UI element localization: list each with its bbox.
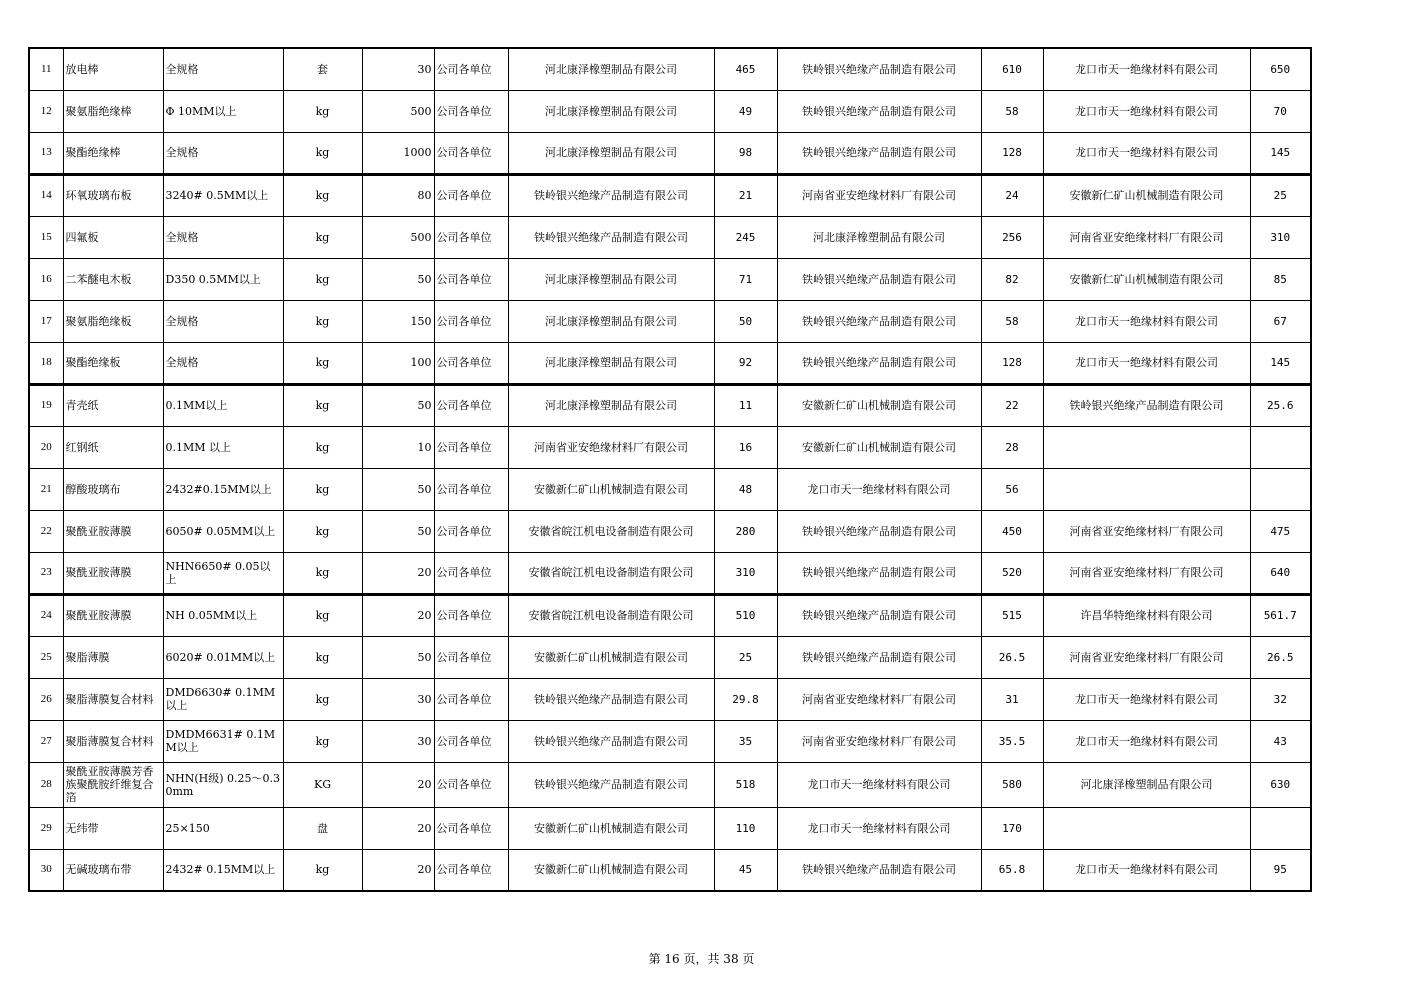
row-number-cell: 27 <box>29 720 63 762</box>
supplier-2-cell: 铁岭银兴绝缘产品制造有限公司 <box>777 48 981 90</box>
price-3-cell <box>1250 426 1311 468</box>
specification-cell: 6050# 0.05MM以上 <box>163 510 283 552</box>
price-2-cell: 170 <box>981 807 1043 849</box>
price-3-cell: 43 <box>1250 720 1311 762</box>
row-number-cell: 18 <box>29 342 63 384</box>
unit-cell: kg <box>283 636 362 678</box>
specification-cell: DMD6630# 0.1MM以上 <box>163 678 283 720</box>
price-1-cell: 25 <box>714 636 777 678</box>
unit-cell: kg <box>283 678 362 720</box>
price-2-cell: 35.5 <box>981 720 1043 762</box>
row-number-cell: 30 <box>29 849 63 891</box>
price-2-cell: 450 <box>981 510 1043 552</box>
price-3-cell: 32 <box>1250 678 1311 720</box>
usage-scope-cell: 公司各单位 <box>434 468 508 510</box>
supplier-3-cell: 龙口市天一绝缘材料有限公司 <box>1043 342 1250 384</box>
usage-scope-cell: 公司各单位 <box>434 258 508 300</box>
price-2-cell: 515 <box>981 594 1043 636</box>
quantity-cell: 50 <box>362 384 434 426</box>
supplier-1-cell: 河北康泽橡塑制品有限公司 <box>508 48 714 90</box>
supplier-3-cell: 河南省亚安绝缘材料厂有限公司 <box>1043 216 1250 258</box>
price-3-cell <box>1250 807 1311 849</box>
usage-scope-cell: 公司各单位 <box>434 636 508 678</box>
table-row <box>29 552 1311 594</box>
supplier-1-cell: 铁岭银兴绝缘产品制造有限公司 <box>508 174 714 216</box>
row-number-cell: 22 <box>29 510 63 552</box>
supplier-3-cell: 龙口市天一绝缘材料有限公司 <box>1043 678 1250 720</box>
supplier-2-cell: 铁岭银兴绝缘产品制造有限公司 <box>777 636 981 678</box>
price-2-cell: 58 <box>981 300 1043 342</box>
price-3-cell: 630 <box>1250 762 1311 807</box>
supplier-2-cell: 河北康泽橡塑制品有限公司 <box>777 216 981 258</box>
price-1-cell: 48 <box>714 468 777 510</box>
price-1-cell: 98 <box>714 132 777 174</box>
supplier-3-cell: 河北康泽橡塑制品有限公司 <box>1043 762 1250 807</box>
table-row <box>29 636 1311 678</box>
price-1-cell: 21 <box>714 174 777 216</box>
specification-cell: 全规格 <box>163 216 283 258</box>
table-row <box>29 216 1311 258</box>
unit-cell: kg <box>283 594 362 636</box>
supplier-3-cell: 龙口市天一绝缘材料有限公司 <box>1043 300 1250 342</box>
material-name-cell: 聚脂薄膜复合材料 <box>63 678 163 720</box>
material-name-cell: 聚酰亚胺薄膜 <box>63 594 163 636</box>
unit-cell: kg <box>283 426 362 468</box>
page-number: 第 16 页，共 38 页 <box>648 952 755 966</box>
row-number-cell: 20 <box>29 426 63 468</box>
price-1-cell: 92 <box>714 342 777 384</box>
unit-cell: kg <box>283 342 362 384</box>
table-row <box>29 174 1311 216</box>
supplier-2-cell: 铁岭银兴绝缘产品制造有限公司 <box>777 342 981 384</box>
quantity-cell: 20 <box>362 807 434 849</box>
table-row <box>29 594 1311 636</box>
material-name-cell: 二苯醚电木板 <box>63 258 163 300</box>
specification-cell: D350 0.5MM以上 <box>163 258 283 300</box>
quantity-cell: 20 <box>362 849 434 891</box>
row-number-cell: 24 <box>29 594 63 636</box>
table-row <box>29 849 1311 891</box>
row-number-cell: 19 <box>29 384 63 426</box>
price-2-cell: 128 <box>981 132 1043 174</box>
supplier-3-cell <box>1043 468 1250 510</box>
quantity-cell: 50 <box>362 258 434 300</box>
price-1-cell: 310 <box>714 552 777 594</box>
supplier-3-cell: 龙口市天一绝缘材料有限公司 <box>1043 720 1250 762</box>
supplier-3-cell <box>1043 807 1250 849</box>
supplier-2-cell: 铁岭银兴绝缘产品制造有限公司 <box>777 594 981 636</box>
table-row <box>29 132 1311 174</box>
quantity-cell: 30 <box>362 720 434 762</box>
table-row <box>29 258 1311 300</box>
row-number-cell: 13 <box>29 132 63 174</box>
price-1-cell: 16 <box>714 426 777 468</box>
price-2-cell: 22 <box>981 384 1043 426</box>
material-name-cell: 无纬带 <box>63 807 163 849</box>
supplier-2-cell: 铁岭银兴绝缘产品制造有限公司 <box>777 90 981 132</box>
unit-cell: 套 <box>283 48 362 90</box>
usage-scope-cell: 公司各单位 <box>434 300 508 342</box>
supplier-1-cell: 铁岭银兴绝缘产品制造有限公司 <box>508 762 714 807</box>
quantity-cell: 50 <box>362 468 434 510</box>
table-row <box>29 384 1311 426</box>
unit-cell: kg <box>283 174 362 216</box>
supplier-2-cell: 铁岭银兴绝缘产品制造有限公司 <box>777 300 981 342</box>
usage-scope-cell: 公司各单位 <box>434 342 508 384</box>
price-1-cell: 518 <box>714 762 777 807</box>
price-2-cell: 128 <box>981 342 1043 384</box>
price-1-cell: 50 <box>714 300 777 342</box>
specification-cell: 2432# 0.15MM以上 <box>163 849 283 891</box>
unit-cell: kg <box>283 849 362 891</box>
usage-scope-cell: 公司各单位 <box>434 552 508 594</box>
table-row <box>29 720 1311 762</box>
row-number-cell: 28 <box>29 762 63 807</box>
row-number-cell: 26 <box>29 678 63 720</box>
material-name-cell: 聚脂薄膜 <box>63 636 163 678</box>
supplier-3-cell <box>1043 426 1250 468</box>
supplier-3-cell: 河南省亚安绝缘材料厂有限公司 <box>1043 636 1250 678</box>
supplier-1-cell: 铁岭银兴绝缘产品制造有限公司 <box>508 678 714 720</box>
price-1-cell: 280 <box>714 510 777 552</box>
material-name-cell: 放电棒 <box>63 48 163 90</box>
supplier-3-cell: 龙口市天一绝缘材料有限公司 <box>1043 48 1250 90</box>
specification-cell: Φ 10MM以上 <box>163 90 283 132</box>
supplier-2-cell: 安徽新仁矿山机械制造有限公司 <box>777 426 981 468</box>
table-row <box>29 90 1311 132</box>
usage-scope-cell: 公司各单位 <box>434 594 508 636</box>
supplier-2-cell: 铁岭银兴绝缘产品制造有限公司 <box>777 510 981 552</box>
unit-cell: kg <box>283 552 362 594</box>
usage-scope-cell: 公司各单位 <box>434 48 508 90</box>
row-number-cell: 23 <box>29 552 63 594</box>
supplier-2-cell: 安徽新仁矿山机械制造有限公司 <box>777 384 981 426</box>
price-2-cell: 65.8 <box>981 849 1043 891</box>
price-3-cell: 67 <box>1250 300 1311 342</box>
supplier-2-cell: 铁岭银兴绝缘产品制造有限公司 <box>777 258 981 300</box>
table-row <box>29 510 1311 552</box>
supplier-1-cell: 铁岭银兴绝缘产品制造有限公司 <box>508 720 714 762</box>
material-name-cell: 聚氨脂绝缘棒 <box>63 90 163 132</box>
usage-scope-cell: 公司各单位 <box>434 174 508 216</box>
row-number-cell: 29 <box>29 807 63 849</box>
unit-cell: KG <box>283 762 362 807</box>
supplier-1-cell: 河北康泽橡塑制品有限公司 <box>508 300 714 342</box>
usage-scope-cell: 公司各单位 <box>434 384 508 426</box>
price-2-cell: 82 <box>981 258 1043 300</box>
table-row <box>29 342 1311 384</box>
row-number-cell: 12 <box>29 90 63 132</box>
supplier-1-cell: 河北康泽橡塑制品有限公司 <box>508 132 714 174</box>
quantity-cell: 50 <box>362 636 434 678</box>
specification-cell: NH 0.05MM以上 <box>163 594 283 636</box>
quantity-cell: 20 <box>362 594 434 636</box>
price-3-cell: 475 <box>1250 510 1311 552</box>
supplier-1-cell: 安徽新仁矿山机械制造有限公司 <box>508 636 714 678</box>
supplier-2-cell: 河南省亚安绝缘材料厂有限公司 <box>777 678 981 720</box>
supplier-1-cell: 安徽省皖江机电设备制造有限公司 <box>508 510 714 552</box>
usage-scope-cell: 公司各单位 <box>434 90 508 132</box>
supplier-2-cell: 铁岭银兴绝缘产品制造有限公司 <box>777 849 981 891</box>
supplier-3-cell: 龙口市天一绝缘材料有限公司 <box>1043 849 1250 891</box>
row-number-cell: 17 <box>29 300 63 342</box>
quantity-cell: 500 <box>362 90 434 132</box>
supplier-3-cell: 许昌华特绝缘材料有限公司 <box>1043 594 1250 636</box>
price-1-cell: 510 <box>714 594 777 636</box>
price-1-cell: 110 <box>714 807 777 849</box>
supplier-3-cell: 安徽新仁矿山机械制造有限公司 <box>1043 174 1250 216</box>
supplier-1-cell: 河北康泽橡塑制品有限公司 <box>508 342 714 384</box>
price-2-cell: 28 <box>981 426 1043 468</box>
material-name-cell: 红钢纸 <box>63 426 163 468</box>
quantity-cell: 10 <box>362 426 434 468</box>
table-row <box>29 807 1311 849</box>
unit-cell: kg <box>283 720 362 762</box>
table-row <box>29 762 1311 807</box>
supplier-1-cell: 河北康泽橡塑制品有限公司 <box>508 384 714 426</box>
unit-cell: kg <box>283 384 362 426</box>
row-number-cell: 16 <box>29 258 63 300</box>
price-2-cell: 31 <box>981 678 1043 720</box>
material-name-cell: 醇酸玻璃布 <box>63 468 163 510</box>
price-2-cell: 610 <box>981 48 1043 90</box>
unit-cell: kg <box>283 90 362 132</box>
supplier-3-cell: 铁岭银兴绝缘产品制造有限公司 <box>1043 384 1250 426</box>
table-row <box>29 678 1311 720</box>
quantity-cell: 80 <box>362 174 434 216</box>
specification-cell: NHN(H级) 0.25～0.30mm <box>163 762 283 807</box>
specification-cell: 6020# 0.01MM以上 <box>163 636 283 678</box>
table-row <box>29 426 1311 468</box>
unit-cell: kg <box>283 300 362 342</box>
specification-cell: 全规格 <box>163 342 283 384</box>
material-name-cell: 聚酯绝缘板 <box>63 342 163 384</box>
price-1-cell: 465 <box>714 48 777 90</box>
specification-cell: 25×150 <box>163 807 283 849</box>
supplier-2-cell: 河南省亚安绝缘材料厂有限公司 <box>777 174 981 216</box>
supplier-3-cell: 河南省亚安绝缘材料厂有限公司 <box>1043 552 1250 594</box>
specification-cell: 0.1MM 以上 <box>163 426 283 468</box>
supplier-1-cell: 安徽省皖江机电设备制造有限公司 <box>508 552 714 594</box>
price-1-cell: 29.8 <box>714 678 777 720</box>
price-2-cell: 26.5 <box>981 636 1043 678</box>
quantity-cell: 500 <box>362 216 434 258</box>
quantity-cell: 1000 <box>362 132 434 174</box>
material-name-cell: 聚氨脂绝缘板 <box>63 300 163 342</box>
supplier-1-cell: 安徽新仁矿山机械制造有限公司 <box>508 807 714 849</box>
usage-scope-cell: 公司各单位 <box>434 216 508 258</box>
unit-cell: 盘 <box>283 807 362 849</box>
specification-cell: 3240# 0.5MM以上 <box>163 174 283 216</box>
material-name-cell: 聚酯绝缘棒 <box>63 132 163 174</box>
quantity-cell: 50 <box>362 510 434 552</box>
supplier-2-cell: 河南省亚安绝缘材料厂有限公司 <box>777 720 981 762</box>
price-3-cell: 85 <box>1250 258 1311 300</box>
price-3-cell: 145 <box>1250 132 1311 174</box>
table-row <box>29 300 1311 342</box>
usage-scope-cell: 公司各单位 <box>434 678 508 720</box>
price-1-cell: 45 <box>714 849 777 891</box>
quantity-cell: 30 <box>362 48 434 90</box>
supplier-3-cell: 河南省亚安绝缘材料厂有限公司 <box>1043 510 1250 552</box>
price-2-cell: 24 <box>981 174 1043 216</box>
usage-scope-cell: 公司各单位 <box>434 720 508 762</box>
specification-cell: 全规格 <box>163 132 283 174</box>
price-3-cell: 650 <box>1250 48 1311 90</box>
supplier-1-cell: 安徽新仁矿山机械制造有限公司 <box>508 468 714 510</box>
unit-cell: kg <box>283 468 362 510</box>
supplier-1-cell: 河南省亚安绝缘材料厂有限公司 <box>508 426 714 468</box>
price-1-cell: 71 <box>714 258 777 300</box>
supplier-1-cell: 安徽省皖江机电设备制造有限公司 <box>508 594 714 636</box>
material-name-cell: 环氧玻璃布板 <box>63 174 163 216</box>
specification-cell: 全规格 <box>163 300 283 342</box>
material-name-cell: 聚酰亚胺薄膜 <box>63 510 163 552</box>
material-name-cell: 四氟板 <box>63 216 163 258</box>
supplier-2-cell: 铁岭银兴绝缘产品制造有限公司 <box>777 552 981 594</box>
material-name-cell: 聚酰亚胺薄膜 <box>63 552 163 594</box>
usage-scope-cell: 公司各单位 <box>434 762 508 807</box>
material-name-cell: 青壳纸 <box>63 384 163 426</box>
supplier-2-cell: 龙口市天一绝缘材料有限公司 <box>777 807 981 849</box>
price-3-cell: 26.5 <box>1250 636 1311 678</box>
price-3-cell: 25.6 <box>1250 384 1311 426</box>
row-number-cell: 11 <box>29 48 63 90</box>
specification-cell: 全规格 <box>163 48 283 90</box>
material-name-cell: 聚酰亚胺薄膜芳香族聚酰胺纤维复合箔 <box>63 762 163 807</box>
specification-cell: DMDM6631# 0.1MM以上 <box>163 720 283 762</box>
price-1-cell: 245 <box>714 216 777 258</box>
price-3-cell: 70 <box>1250 90 1311 132</box>
unit-cell: kg <box>283 216 362 258</box>
supplier-1-cell: 铁岭银兴绝缘产品制造有限公司 <box>508 216 714 258</box>
price-1-cell: 35 <box>714 720 777 762</box>
supplier-1-cell: 河北康泽橡塑制品有限公司 <box>508 90 714 132</box>
price-2-cell: 580 <box>981 762 1043 807</box>
supplier-2-cell: 铁岭银兴绝缘产品制造有限公司 <box>777 132 981 174</box>
row-number-cell: 15 <box>29 216 63 258</box>
supplier-3-cell: 龙口市天一绝缘材料有限公司 <box>1043 90 1250 132</box>
bid-price-table <box>28 47 1312 892</box>
table-row <box>29 48 1311 90</box>
price-3-cell: 561.7 <box>1250 594 1311 636</box>
material-name-cell: 聚脂薄膜复合材料 <box>63 720 163 762</box>
price-3-cell: 25 <box>1250 174 1311 216</box>
price-3-cell: 95 <box>1250 849 1311 891</box>
row-number-cell: 21 <box>29 468 63 510</box>
table-row <box>29 468 1311 510</box>
price-2-cell: 520 <box>981 552 1043 594</box>
quantity-cell: 20 <box>362 552 434 594</box>
specification-cell: 0.1MM以上 <box>163 384 283 426</box>
supplier-2-cell: 龙口市天一绝缘材料有限公司 <box>777 762 981 807</box>
supplier-1-cell: 河北康泽橡塑制品有限公司 <box>508 258 714 300</box>
quantity-cell: 30 <box>362 678 434 720</box>
supplier-3-cell: 安徽新仁矿山机械制造有限公司 <box>1043 258 1250 300</box>
unit-cell: kg <box>283 510 362 552</box>
price-2-cell: 58 <box>981 90 1043 132</box>
row-number-cell: 14 <box>29 174 63 216</box>
price-3-cell: 640 <box>1250 552 1311 594</box>
price-3-cell: 310 <box>1250 216 1311 258</box>
specification-cell: NHN6650# 0.05以上 <box>163 552 283 594</box>
price-1-cell: 49 <box>714 90 777 132</box>
quantity-cell: 100 <box>362 342 434 384</box>
supplier-2-cell: 龙口市天一绝缘材料有限公司 <box>777 468 981 510</box>
usage-scope-cell: 公司各单位 <box>434 510 508 552</box>
unit-cell: kg <box>283 258 362 300</box>
price-3-cell <box>1250 468 1311 510</box>
material-name-cell: 无碱玻璃布带 <box>63 849 163 891</box>
usage-scope-cell: 公司各单位 <box>434 849 508 891</box>
price-2-cell: 56 <box>981 468 1043 510</box>
usage-scope-cell: 公司各单位 <box>434 807 508 849</box>
usage-scope-cell: 公司各单位 <box>434 132 508 174</box>
supplier-3-cell: 龙口市天一绝缘材料有限公司 <box>1043 132 1250 174</box>
price-2-cell: 256 <box>981 216 1043 258</box>
quantity-cell: 20 <box>362 762 434 807</box>
quantity-cell: 150 <box>362 300 434 342</box>
supplier-1-cell: 安徽新仁矿山机械制造有限公司 <box>508 849 714 891</box>
unit-cell: kg <box>283 132 362 174</box>
row-number-cell: 25 <box>29 636 63 678</box>
price-1-cell: 11 <box>714 384 777 426</box>
usage-scope-cell: 公司各单位 <box>434 426 508 468</box>
specification-cell: 2432#0.15MM以上 <box>163 468 283 510</box>
price-3-cell: 145 <box>1250 342 1311 384</box>
